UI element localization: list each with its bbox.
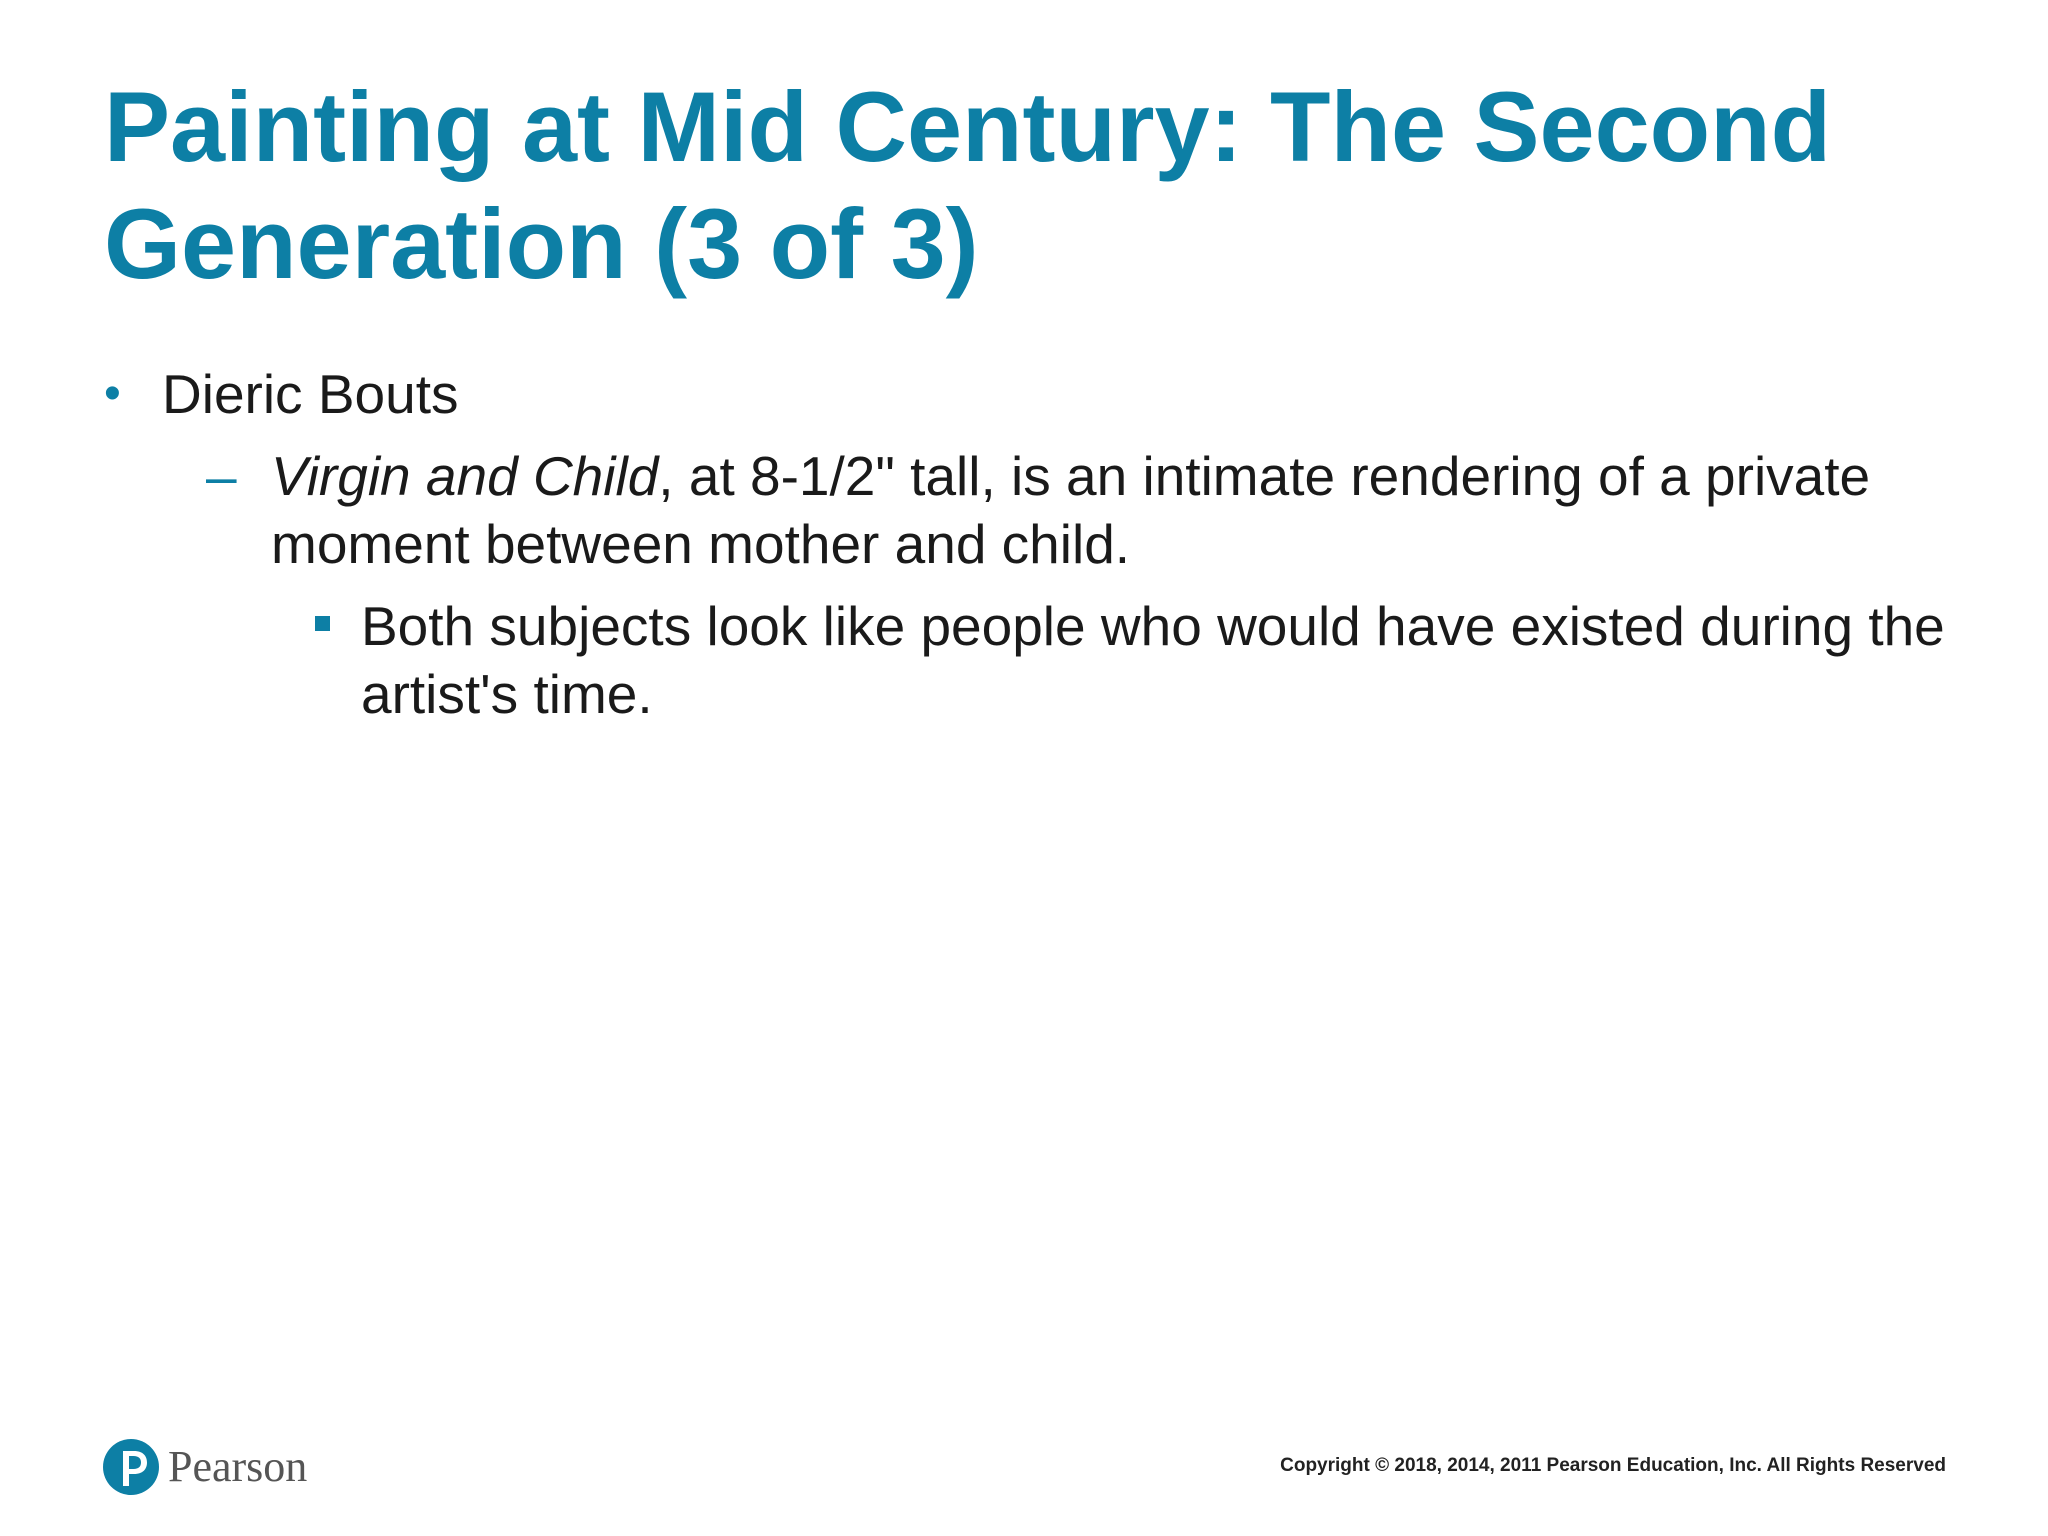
dash-bullet-icon: – xyxy=(206,445,237,507)
square-bullet-icon xyxy=(315,616,330,631)
bullet-level-1 xyxy=(104,360,1954,428)
pearson-logo xyxy=(102,1434,307,1500)
pearson-wordmark: Pearson xyxy=(168,1442,308,1491)
pearson-logo-icon xyxy=(102,1434,160,1500)
bullet-text: Both subjects look like people who would have existed during the artist's time. xyxy=(361,595,1945,725)
bullet-text: Dieric Bouts xyxy=(162,363,459,425)
slide-title: Painting at Mid Century: The Second Generation (3 of 3) xyxy=(104,71,1832,299)
bullet-dot-icon: • xyxy=(104,367,121,420)
bullet-level-3 xyxy=(361,592,1954,728)
slide-body xyxy=(104,360,1954,728)
copyright-notice: Copyright © 2018, 2014, 2011 Pearson Education, Inc. All Rights Reserved xyxy=(1280,1455,1946,1476)
artwork-title: Virgin and Child xyxy=(271,445,659,507)
bullet-level-2 xyxy=(206,442,1954,578)
bullet-text: , at 8-1/2" tall, is an intimate rendering of a private moment between mother and child. xyxy=(271,445,1871,575)
